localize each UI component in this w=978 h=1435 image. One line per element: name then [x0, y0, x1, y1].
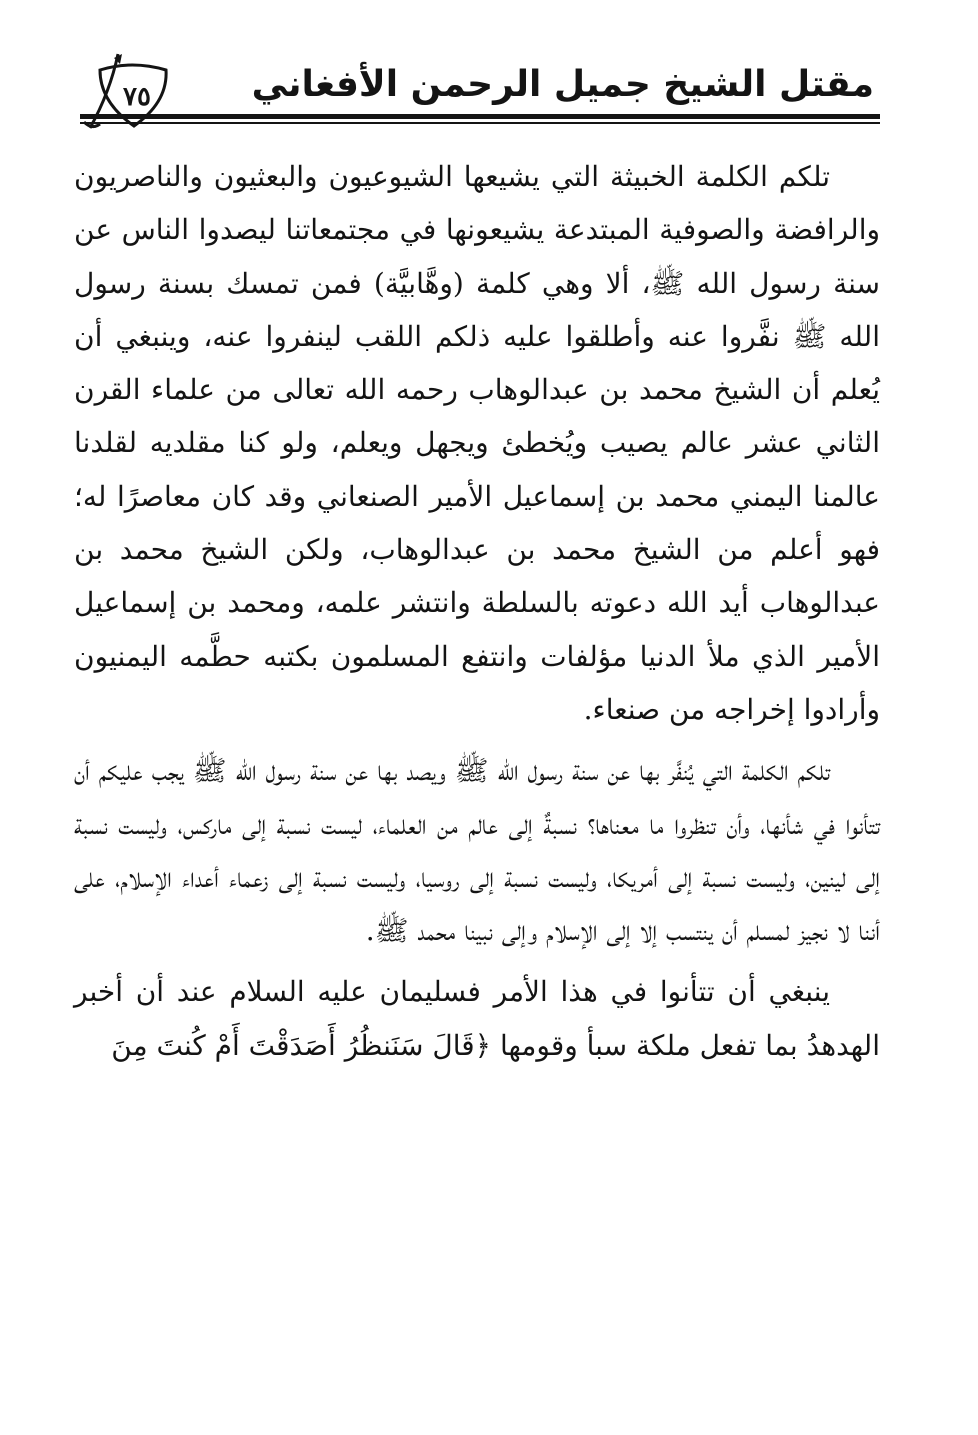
body-text: [74, 150, 880, 1072]
paragraph-2: تلكم الكلمة التي يُنفَّر بها عن سنة رسول الله ﷺ ويصد بها عن سنة رسول الله ﷺ يجب عليكم أن تتأنوا في شأنها، وأن تنظروا ما معناها؟ نسبةٌ إلى عالم من العلماء، ليست نسبة إلى ماركس، وليست نسبة إلى لينين، وليست نسبة إلى أمريكا، وليست نسبة إلى روسيا، وليست نسبة إلى زعماء أعداء الإسلام، على أننا لا نجيز لمسلم أن ينتسب إلا إلى الإسلام وإلى نبينا محمد ﷺ.: [74, 754, 880, 948]
header-rule-thin: [80, 122, 880, 124]
page-header: [70, 50, 880, 130]
book-title: مقتل الشيخ جميل الرحمن الأفغاني: [251, 64, 874, 105]
page-number: ٧٥: [123, 82, 151, 112]
header-rule-thick: [80, 114, 880, 119]
paragraph-3: ينبغي أن تتأنوا في هذا الأمر فسليمان عليه السلام عند أن أخبر الهدهدُ بما تفعل ملكة سبأ وقومها ﴿قَالَ سَنَنظُرُ أَصَدَقْتَ أَمْ كُنتَ مِنَ: [74, 975, 880, 1062]
paragraph-1: تلكم الكلمة الخبيثة التي يشيعها الشيوعيون والبعثيون والناصريون والرافضة والصوفية المبتدعة يشيعونها في مجتمعاتنا ليصدوا الناس عن سنة رسول الله ﷺ، ألا وهي كلمة (وهَّابيَّة) فمن تمسك بسنة رسول الله ﷺ نفَّروا عنه وأطلقوا عليه ذلكم اللقب لينفروا عنه، وينبغي أن يُعلم أن الشيخ محمد بن عبدالوهاب رحمه الله تعالى من علماء القرن الثاني عشر عالم يصيب ويُخطئ ويجهل ويعلم، ولو كنا مقلديه لقلدنا عالمنا اليمني محمد بن إسماعيل الأمير الصنعاني وقد كان معاصرًا له؛ فهو أعلم من الشيخ محمد بن عبدالوهاب، ولكن الشيخ محمد بن عبدالوهاب أيد الله دعوته بالسلطة وانتشر علمه، ومحمد بن إسماعيل الأمير الذي ملأ الدنيا مؤلفات وانتفع المسلمون بكتبه حطَّمه اليمنيون وأرادوا إخراجه من صنعاء.: [74, 160, 880, 726]
